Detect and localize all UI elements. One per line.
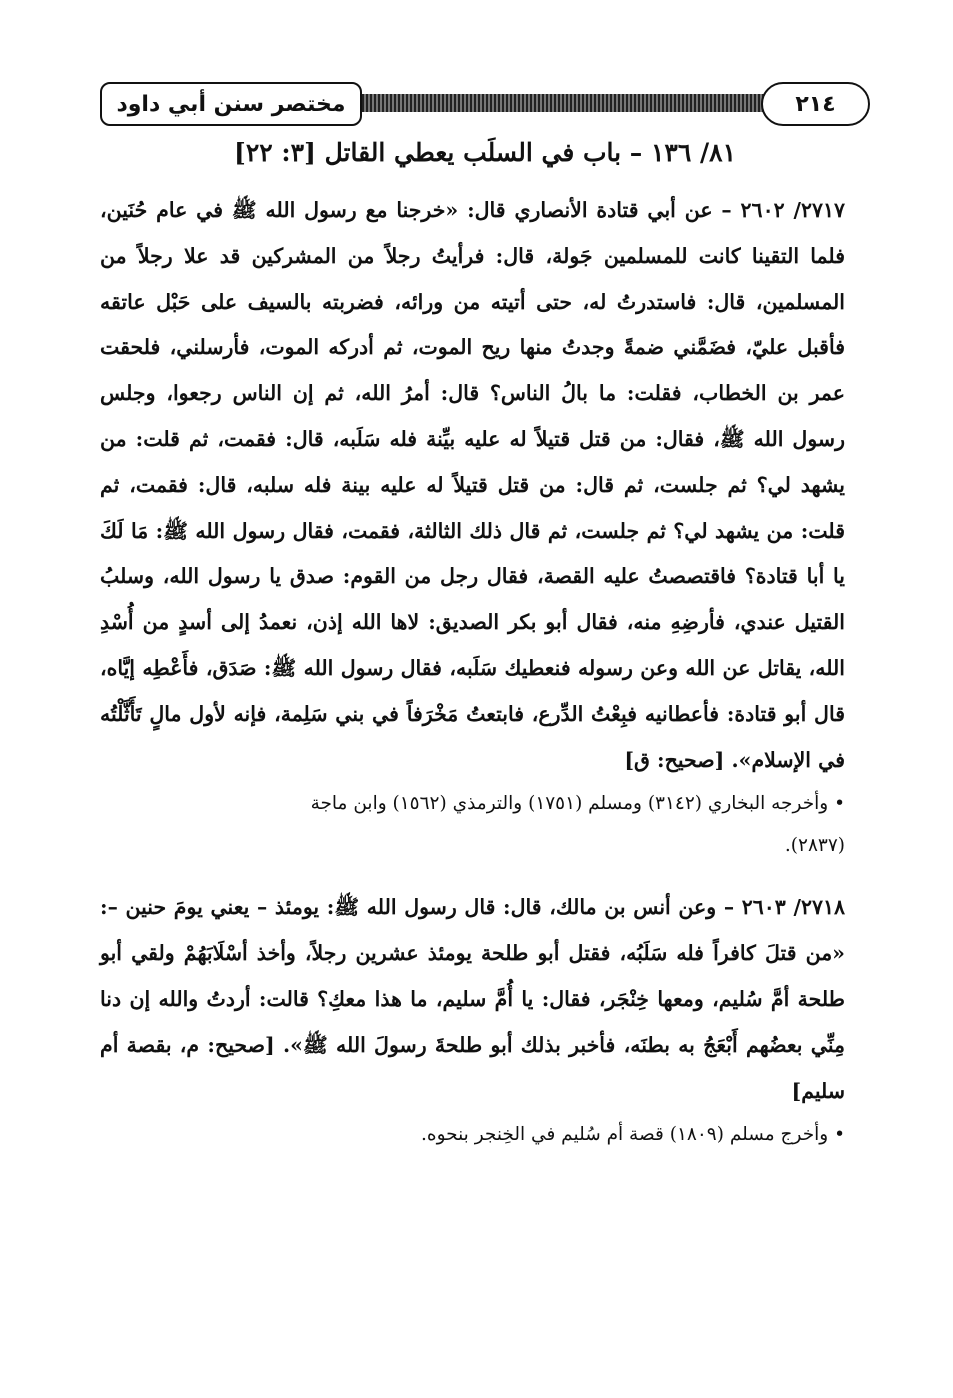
hadith-text: – عن أبي قتادة الأنصاري قال: «خرجنا مع رسول الله ﷺ في عام حُنَين، فلما التقينا كانت للمسلمين جَولة، قال: فرأيتُ رجلاً من المشركين قد علا رجلاً من المسلمين، قال: فاستدرتُ له، حتى أتيته من ورائه، فضربته بالسيف على حَبْل عاتقه فأقبل عليّ، فضَمَّني ضمةً وجدتُ منها ريح الموت، ثم أدركه الموت، فأرسلني، فلحقت عمر بن الخطاب، فقلت: ما بالُ الناس؟ قال: أمرُ الله، ثم إن الناس رجعوا، وجلس رسول الله ﷺ، فقال: من قتل قتيلاً له عليه بيِّنة فله سَلَبه، قال: فقمت، ثم قلت: من يشهد لي؟ ثم جلست، ثم قال: من قتل قتيلاً له عليه بينة فله سلبه، قال: فقمت، ثم قلت: من يشهد لي؟ ثم جلست، ثم قال ذلك الثالثة، فقمت، فقال رسول الله ﷺ: مَا لَكَ يا أبا قتادة؟ فاقتصصتُ عليه القصة، فقال رجل من القوم: صدق يا رسول الله، وسلبُ القتيل عندي، فأرضِهِ منه، فقال أبو بكر الصديق: لاها الله إذن، نعمدُ إلى أسدٍ من أُسْدِ الله، يقاتل عن الله وعن رسوله فنعطيك سَلَبه، فقال رسول الله ﷺ: صَدَق، فأَعْطِه إيَّاه، قال أبو قتادة: فأعطانيه فبِعْتُ الدِّرع، فابتعتُ مَخْرَفاً في بني سَلِمة، فإنه لأول مالٍ تَأَثَّلْتُه في الإسلام». xyxy=(100,198,845,772)
takhrij-note xyxy=(100,783,845,867)
hadith-grade: [صحيح: ق] xyxy=(624,747,725,772)
page-header xyxy=(100,80,870,130)
page-body xyxy=(100,188,845,1168)
header-decorative-band xyxy=(350,94,775,112)
chapter-title: ٨١/ ١٣٦ – باب في السلَب يعطي القاتل [٣: ٢٢] xyxy=(233,138,736,167)
hadith-2718 xyxy=(100,885,845,1114)
hadith-text: – وعن أنس بن مالك، قال: قال رسول الله ﷺ: يومئذ – يعني يومَ حنين –: «من قتلَ كافراً فله سَلَبُه، فقتل أبو طلحة يومئذ عشرين رجلاً، وأخذ أسْلَابَهُمْ ولقي أبو طلحة أمَّ سُليم، ومعها خِنْجَر، فقال: يا أُمَّ سليم، ما هذا معكِ؟ قالت: أردتُ والله إن دنا مِنِّي بعضُهم أَبْعَجُ به بطنَه، فأخبر بذلك أبو طلحةَ رسولَ الله ﷺ». xyxy=(100,895,846,1057)
takhrij-line-2: (٢٨٣٧). xyxy=(784,835,845,857)
takhrij-note: • وأخرج مسلم (١٨٠٩) قصة أم سُليم في الخِنجر بنحوه. xyxy=(421,1124,845,1146)
hadith-grade: [صحيح: م، بقصة أم سليم] xyxy=(100,1032,845,1103)
page-number: ٢١٤ xyxy=(761,82,870,126)
takhrij-line-1: • وأخرجه البخاري (٣١٤٢) ومسلم (١٧٥١) والترمذي (١٥٦٢) وابن ماجة xyxy=(310,793,845,815)
book-title: مختصر سنن أبي داود xyxy=(100,82,362,126)
spacer xyxy=(100,867,845,885)
hadith-number: ٢٧١٧/ ٢٦٠٢ xyxy=(740,198,845,222)
hadith-number: ٢٧١٨/ ٢٦٠٣ xyxy=(741,895,845,920)
hadith-2717 xyxy=(100,188,845,783)
